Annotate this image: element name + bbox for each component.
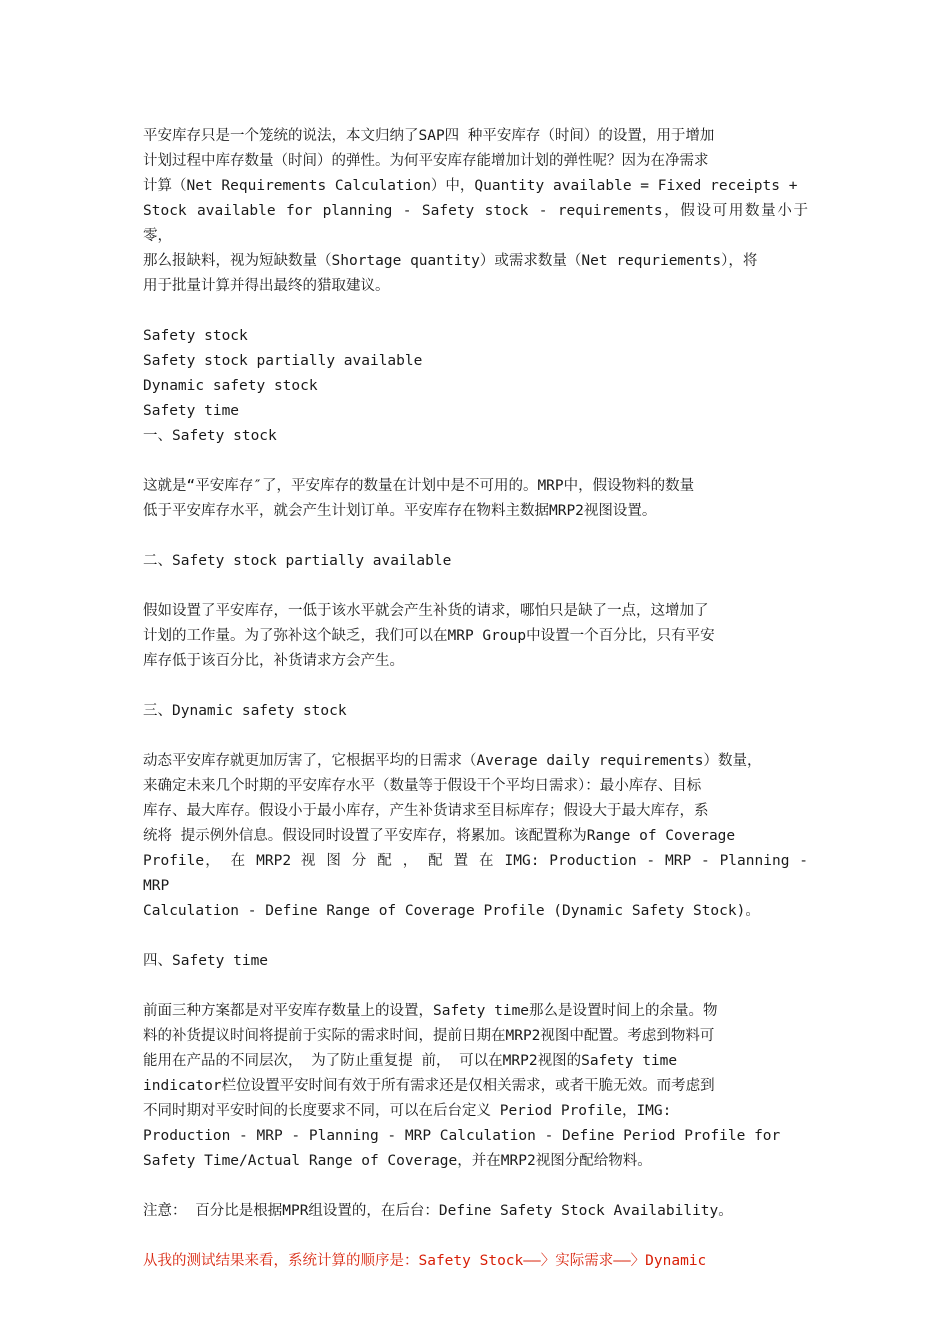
intro-line: 用于批量计算并得出最终的猎取建议。 [143, 278, 390, 294]
body-line: 能用在产品的不同层次， 为了防止重复提 前， 可以在MRP2视图的Safety time [143, 1053, 678, 1069]
body-line: Profile， 在 MRP2 视 图 分 配 ， 配 置 在 IMG: Production - MRP - Planning - MRP [143, 853, 808, 894]
body-line: 假如设置了平安库存，一低于该水平就会产生补货的请求，哪怕只是缺了一点，这增加了 [143, 603, 709, 619]
body-line: indicator栏位设置平安时间有效于所有需求还是仅相关需求，或者干脆无效。而考虑到 [143, 1078, 715, 1094]
section-heading-2: 二、Safety stock partially available [143, 553, 452, 569]
section-body-3 [143, 749, 808, 924]
list-item: Safety time [143, 403, 240, 419]
intro-line: Stock available for planning - Safety stock - requirements，假设可用数量小于零， [143, 203, 808, 244]
body-line: Calculation - Define Range of Coverage Profile (Dynamic Safety Stock)。 [143, 903, 760, 919]
section-body-1 [143, 474, 808, 524]
body-line: 不同时期对平安时间的长度要求不同，可以在后台定义 Period Profile，IMG: [143, 1103, 672, 1119]
body-line: 来确定未来几个时期的平安库存水平（数量等于假设干个平均日需求）：最小库存、目标 [143, 778, 702, 794]
highlighted-conclusion-line: 从我的测试结果来看，系统计算的顺序是：Safety Stock——〉实际需求——〉Dynamic [143, 1253, 707, 1269]
intro-line: 计划过程中库存数量（时间）的弹性。为何平安库存能增加计划的弹性呢？因为在净需求 [143, 153, 709, 169]
body-line: Safety Time/Actual Range of Coverage，并在MRP2视图分配给物料。 [143, 1153, 652, 1169]
body-line: 这就是“平安库存″了，平安库存的数量在计划中是不可用的。MRP中，假设物料的数量 [143, 478, 695, 494]
body-line: 低于平安库存水平，就会产生计划订单。平安库存在物料主数据MRP2视图设置。 [143, 503, 657, 519]
intro-line: 那么报缺料，视为短缺数量（Shortage quantity）或需求数量（Net requriements），将 [143, 253, 758, 269]
document-body [143, 124, 808, 1274]
body-line: 动态平安库存就更加厉害了，它根据平均的日需求（Average daily requirements）数量， [143, 753, 762, 769]
body-line: 前面三种方案都是对平安库存数量上的设置，Safety time那么是设置时间上的余量。物 [143, 1003, 718, 1019]
section-heading-3: 三、Dynamic safety stock [143, 703, 347, 719]
list-item: Dynamic safety stock [143, 378, 318, 394]
list-item: Safety stock partially available [143, 353, 423, 369]
intro-paragraph [143, 124, 808, 299]
intro-line: 计算（Net Requirements Calculation）中，Quantity available = Fixed receipts + [143, 178, 798, 194]
note-line: 注意： 百分比是根据MPR组设置的，在后台：Define Safety Stock Availability。 [143, 1203, 733, 1219]
body-line: 库存、最大库存。假设小于最小库存，产生补货请求至目标库存；假设大于最大库存，系 [143, 803, 709, 819]
list-item: Safety stock [143, 328, 248, 344]
body-line: 统将 提示例外信息。假设同时设置了平安库存，将累加。该配置称为Range of Coverage [143, 828, 736, 844]
section-heading-1: 一、Safety stock [143, 428, 277, 444]
body-line: 库存低于该百分比，补货请求方会产生。 [143, 653, 404, 669]
section-body-4 [143, 999, 808, 1174]
safety-type-list [143, 324, 808, 424]
body-line: 计划的工作量。为了弥补这个缺乏，我们可以在MRP Group中设置一个百分比，只有平安 [143, 628, 715, 644]
section-heading-4: 四、Safety time [143, 953, 269, 969]
intro-line: 平安库存只是一个笼统的说法，本文归纳了SAP四 种平安库存（时间）的设置，用于增加 [143, 128, 715, 144]
body-line: 料的补货提议时间将提前于实际的需求时间，提前日期在MRP2视图中配置。考虑到物料可 [143, 1028, 715, 1044]
body-line: Production - MRP - Planning - MRP Calculation - Define Period Profile for [143, 1128, 781, 1144]
section-body-2 [143, 599, 808, 674]
